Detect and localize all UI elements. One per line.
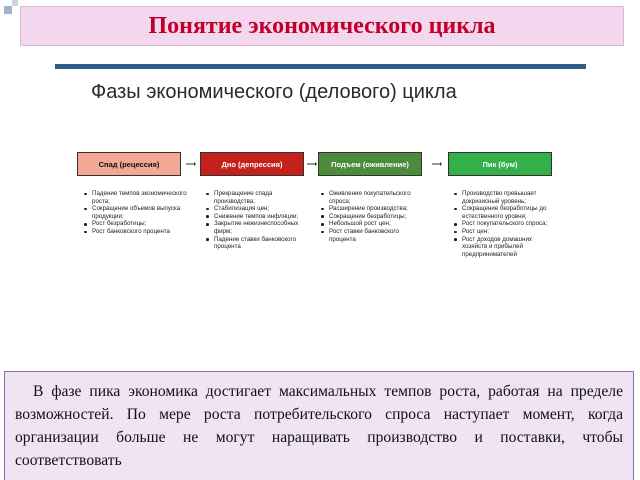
list-item: Падение темпов экономического роста; — [83, 190, 187, 205]
list-item: Рост доходов домашних хозяйств и прибылей предпринимателей — [453, 236, 557, 259]
page-title: Понятие экономического цикла — [148, 12, 496, 39]
list-item: Оживление покупательского спроса; — [320, 190, 420, 205]
list-item: Сокращение безработицы до естественного уровня; — [453, 205, 557, 220]
description-box — [4, 371, 634, 480]
phase-recovery-box: Подъем (оживление) — [318, 152, 422, 176]
list-item: Сокращение объемов выпуска продукции; — [83, 205, 187, 220]
phase-peak-box: Пик (бум) — [448, 152, 552, 176]
corner-decoration — [0, 0, 22, 22]
header-banner — [20, 6, 624, 46]
peak-list — [453, 190, 557, 258]
list-item: Сокращение безработицы; — [320, 213, 420, 221]
list-item: Небольшой рост цен; — [320, 220, 420, 228]
embedded-slide-image — [55, 64, 586, 360]
phase-recession-box: Спад (рецессия) — [77, 152, 181, 176]
arrow-right-icon — [186, 162, 196, 166]
description-text: В фазе пика экономика достигает максимальных темпов роста, работая на пределе возможностей. По мере роста потребительского спроса наступает момент, когда организации больше не могут наращивать производство и поставки, чтобы соответствовать — [15, 383, 623, 469]
list-item: Рост безработицы; — [83, 220, 187, 228]
list-item: Рост банковского процента — [83, 228, 187, 236]
depression-list — [205, 190, 309, 251]
recession-list — [83, 190, 187, 236]
list-item: Закрытие нежизнеспособных фирм; — [205, 220, 309, 235]
list-item: Расширение производства; — [320, 205, 420, 213]
list-item: Прекращение спада производства; — [205, 190, 309, 205]
recovery-list — [320, 190, 420, 243]
list-item: Падение ставки банковского процента — [205, 236, 309, 251]
list-item: Рост ставки банковского процента — [320, 228, 420, 243]
list-item: Рост цен; — [453, 228, 557, 236]
list-item: Рост покупательского спроса; — [453, 220, 557, 228]
phase-depression-box: Дно (депрессия) — [200, 152, 304, 176]
list-item: Производство превышает докризисный уровень; — [453, 190, 557, 205]
arrow-right-icon — [307, 162, 317, 166]
list-item: Снижение темпов инфляции; — [205, 213, 309, 221]
slide-title: Фазы экономического (делового) цикла — [91, 81, 457, 103]
list-item: Стабилизация цен; — [205, 205, 309, 213]
arrow-right-icon — [432, 162, 442, 166]
slide-top-bar — [55, 64, 586, 69]
